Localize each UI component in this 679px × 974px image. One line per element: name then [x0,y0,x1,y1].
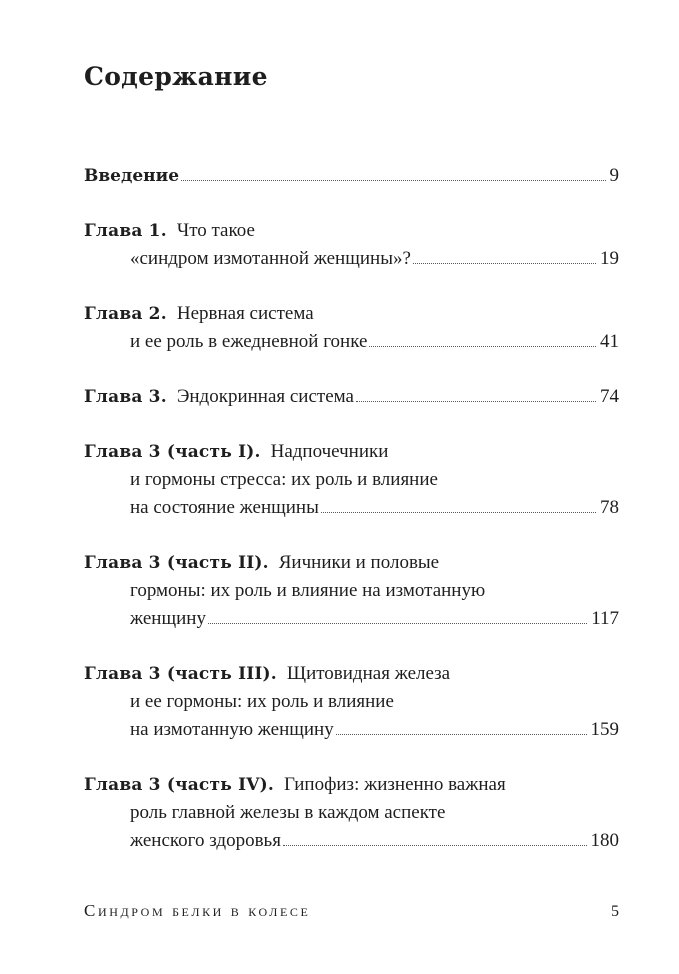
toc-line [84,438,619,466]
toc-entry-chapter-3-part-2[interactable] [84,549,619,633]
toc-line [84,466,619,494]
table-of-contents [84,162,619,855]
toc-entry-chapter-3-part-4[interactable] [84,771,619,855]
toc-line [84,605,619,633]
toc-entry-title-line: и ее гормоны: их роль и влияние [130,691,394,712]
toc-entry-title-line: Эндокринная система [176,386,354,407]
page-number: 5 [611,903,619,920]
toc-entry-label: Введение [84,166,180,186]
page-title: Содержание [84,62,268,91]
toc-line [84,383,619,411]
dot-leader [208,622,587,624]
toc-line [84,799,619,827]
toc-line [84,300,619,328]
dot-leader [336,733,587,735]
toc-entry-prefix: Глава 3. [84,387,167,407]
toc-page-number: 117 [591,608,619,629]
toc-page-number: 41 [600,331,619,352]
toc-entry-title-line: Гипофиз: жизненно важная [283,774,506,795]
toc-line [84,217,619,245]
toc-page-number: 74 [600,386,619,407]
toc-entry-prefix: Глава 3 (часть II). [84,553,269,573]
toc-line [84,577,619,605]
toc-entry-prefix: Глава 1. [84,221,167,241]
toc-entry-title-line: Щитовидная железа [286,663,451,684]
toc-entry-title-line: Надпочечники [270,441,389,462]
toc-entry-introduction[interactable] [84,162,619,190]
toc-entry-prefix: Глава 3 (часть IV). [84,775,274,795]
toc-entry-chapter-1[interactable] [84,217,619,273]
dot-leader [356,400,596,402]
toc-line [84,688,619,716]
toc-entry-prefix: Глава 2. [84,304,167,324]
toc-entry-title-line: на измотанную женщину [130,719,334,740]
toc-entry-chapter-2[interactable] [84,300,619,356]
toc-entry-title-line: гормоны: их роль и влияние на измотанную [130,580,486,601]
toc-entry-prefix: Глава 3 (часть III). [84,664,277,684]
toc-line [84,771,619,799]
toc-line [84,660,619,688]
toc-line [84,549,619,577]
toc-page-number: 78 [600,497,619,518]
toc-entry-title-line: Нервная система [176,303,314,324]
toc-entry-title-line: роль главной железы в каждом аспекте [130,802,446,823]
page-footer [84,901,619,921]
toc-entry-prefix: Глава 3 (часть I). [84,442,261,462]
toc-page-number: 19 [600,248,619,269]
toc-entry-chapter-3-part-1[interactable] [84,438,619,522]
toc-entry-chapter-3-part-3[interactable] [84,660,619,744]
toc-entry-title-line: Что такое [176,220,255,241]
toc-page-number: 159 [590,719,619,740]
dot-leader [321,511,596,513]
toc-entry-title-line: «синдром измотанной женщины»? [130,248,411,269]
toc-page-number: 9 [609,165,619,186]
dot-leader [181,179,605,181]
dot-leader [283,844,587,846]
toc-line [84,245,619,273]
dot-leader [369,345,596,347]
running-title: Синдром белки в колесе [84,901,311,920]
toc-entry-title-line: и гормоны стресса: их роль и влияние [130,469,438,490]
toc-page-number: 180 [590,830,619,851]
dot-leader [413,262,596,264]
toc-line [84,162,619,190]
toc-entry-title-line: на состояние женщины [130,497,319,518]
toc-entry-title-line: Яичники и половые [278,552,440,573]
toc-entry-title-line: и ее роль в ежедневной гонке [130,331,368,352]
toc-line [84,827,619,855]
toc-line [84,328,619,356]
toc-line [84,494,619,522]
toc-entry-title-line: женщину [130,608,206,629]
toc-entry-chapter-3[interactable] [84,383,619,411]
toc-line [84,716,619,744]
toc-entry-title-line: женского здоровья [130,830,281,851]
